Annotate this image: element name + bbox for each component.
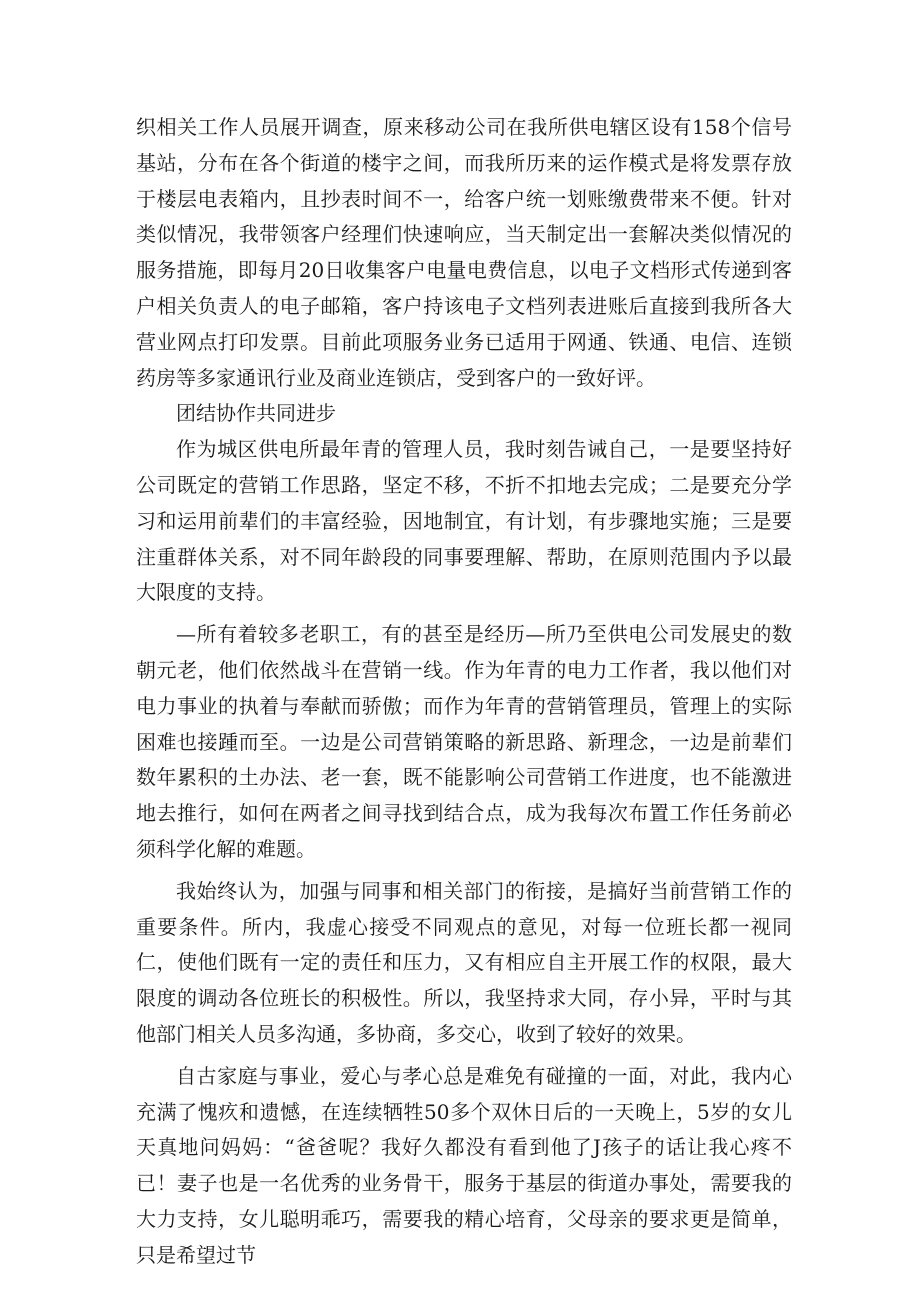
paragraph-family: 自古家庭与事业，爱心与孝心总是难免有碰撞的一面，对此，我内心充满了愧疚和遗憾，在连续牺牲50多个双休日后的一天晚上，5岁的女儿天真地问妈妈：“爸爸呢？我好久都没有看到他了J孩子的话让我心疼不已！妻子也是一名优秀的业务骨干，服务于基层的街道办事处，需要我的大力支持，女儿聪明乖巧，需要我的精心培育，父母亲的要求更是简单，只是希望过节	[136, 1063, 792, 1267]
paragraph-management-principles: 作为城区供电所最年青的管理人员，我时刻告诫自己，一是要坚持好公司既定的营销工作思路，坚定不移，不折不扣地去完成；二是要充分学习和运用前辈们的丰富经验，因地制宜，有计划，有步骤地实施；三是要注重群体关系，对不同年龄段的同事要理解、帮助，在原则范围内予以最大限度的支持。	[136, 437, 792, 605]
paragraph-investigation: 织相关工作人员展开调查，原来移动公司在我所供电辖区设有158个信号基站，分布在各个街道的楼宇之间，而我所历来的运作模式是将发票存放于楼层电表箱内，且抄表时间不一，给客户统一划账缴费带来不便。针对类似情况，我带领客户经理们快速响应，当天制定出一套解决类似情况的服务措施，即每月20日收集客户电量电费信息，以电子文档形式传递到客户相关负责人的电子邮箱，客户持该电子文档列表进账后直接到我所各大营业网点打印发票。目前此项服务业务已适用于网通、铁通、电信、连锁药房等多家通讯行业及商业连锁店，受到客户的一致好评。	[136, 115, 792, 390]
section-heading: 团结协作共同进步	[176, 401, 336, 426]
document-body	[136, 110, 792, 1274]
paragraph-veteran-staff: —所有着较多老职工，有的甚至是经历—所乃至供电公司发展史的数朝元老，他们依然战斗在营销一线。作为年青的电力工作者，我以他们对电力事业的执着与奉献而骄傲；而作为年青的营销管理员，管理上的实际困难也接踵而至。一边是公司营销策略的新思路、新理念，一边是前辈们数年累积的土办法、老一套，既不能影响公司营销工作进度，也不能激进地去推行，如何在两者之间寻找到结合点，成为我每次布置工作任务前必须科学化解的难题。	[136, 622, 792, 861]
paragraph-coordination: 我始终认为，加强与同事和相关部门的衔接，是搞好当前营销工作的重要条件。所内，我虚心接受不同观点的意见，对每一位班长都一视同仁，使他们既有一定的责任和压力，又有相应自主开展工作的权限，最大限度的调动各位班长的积极性。所以，我坚持求大同，存小异，平时与其他部门相关人员多沟通，多协商，多交心，收到了较好的效果。	[136, 878, 792, 1046]
